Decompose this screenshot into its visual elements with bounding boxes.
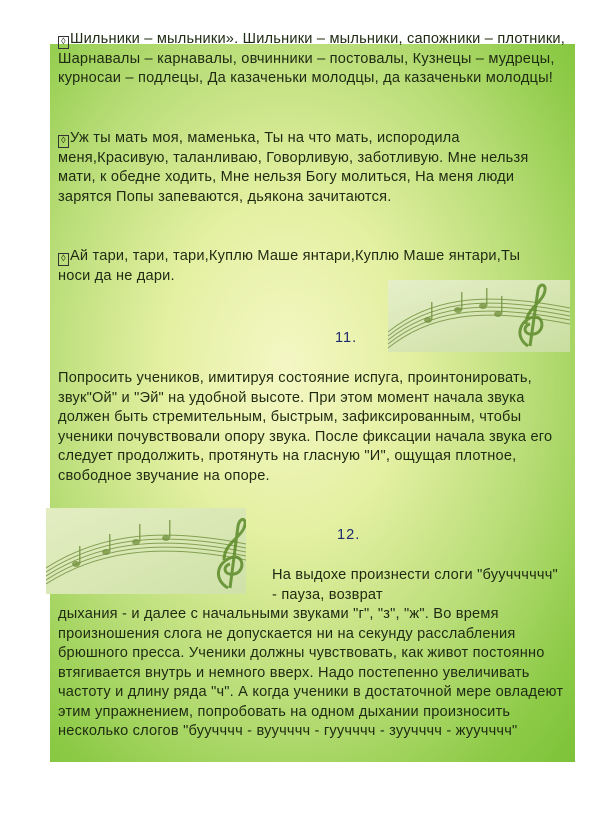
paragraph-song [58, 129, 566, 207]
paragraph-chant [58, 30, 566, 89]
music-staff-image [388, 280, 570, 352]
music-staff-image [46, 508, 246, 594]
paragraph-exercise-12 [58, 605, 566, 742]
paragraph-text: дыхания - и далее с начальными звуками "г", "з", "ж". Во время произношения слога не допускается ни на секунду расслабления брюшного пресса. Ученики должны чувствовать, как живот постоянно втягивается внутрь и немного вверх. Надо постепенно увеличивать частоту и длину ряда "ч". А когда ученики в достаточной мере овладеют этим упражнением, попробовать на одном дыхании произносить несколько слогов "буучччч - вуучччч - гуучччч - зуучччч - жуучччч" [58, 606, 564, 739]
bullet-icon: ◊ [58, 36, 69, 49]
bullet-icon: ◊ [58, 135, 69, 148]
bullet-icon: ◊ [58, 253, 69, 266]
paragraph-text: Уж ты мать моя, маменька, Ты на что мать, испородила меня,Красивую, таланливаю, Говорливую, заботливую. Мне нельзя мати, к обедне ходить, Мне нельзя Богу молиться, На меня люди зарятся Попы запеваются, дьякона зачитаются. [58, 130, 529, 205]
section-number-12: 12. [337, 527, 361, 543]
treble-clef-staff-icon [46, 508, 246, 594]
paragraph-text: Шильники – мыльники». Шильники – мыльники, сапожники – плотники, Шарнавалы – карнавалы, овчинники – постовалы, Кузнецы – мудрецы, курносаи – подлецы, Да казаченьки молодцы, да казаченьки молодцы! [58, 31, 566, 86]
paragraph-text: Ай тари, тари, тари,Куплю Маше янтари,Куплю Маше янтари,Ты носи да не дари. [58, 248, 521, 284]
paragraph-exercise-11 [58, 369, 566, 486]
paragraph-text: На выдохе произнести слоги "буучччччч" - пауза, возврат [272, 567, 558, 603]
paragraph-text: Попросить учеников, имитируя состояние испуга, проинтонировать, звук"Ой" и "Эй" на удобной высоте. При этом момент начала звука должен быть стремительным, быстрым, зафиксированным, чтобы ученики почувствовали опору звука. После фиксации начала звука его следует продолжить, протянуть на гласную "И", ощущая плотное, свободное звучание на опоре. [58, 370, 553, 484]
section-number-11: 11. [335, 330, 358, 346]
paragraph-exercise-12-intro [272, 566, 562, 605]
treble-clef-staff-icon [388, 280, 570, 352]
